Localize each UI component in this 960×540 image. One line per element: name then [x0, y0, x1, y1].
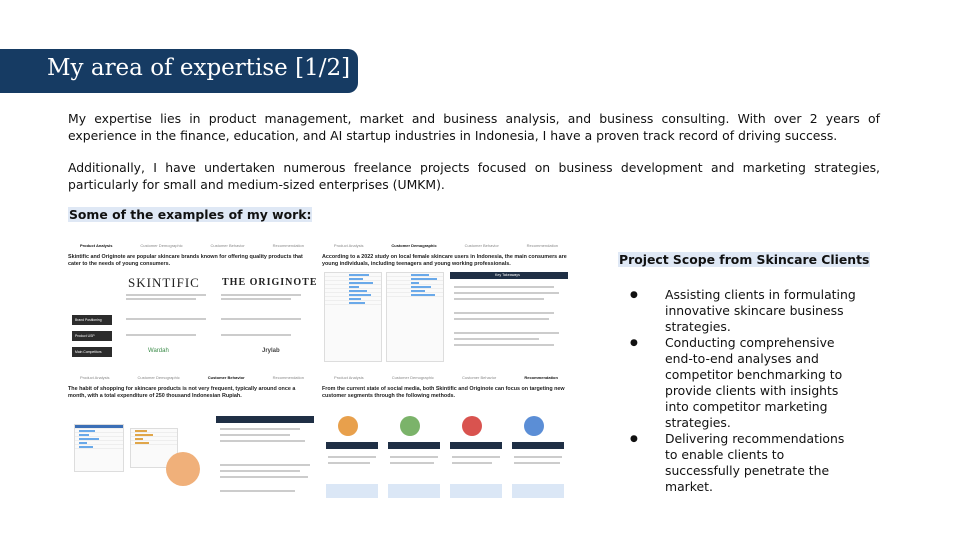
- demographic-table-left: [324, 272, 382, 362]
- tab-label: Recommendation: [524, 375, 558, 380]
- intro-paragraph: My expertise lies in product management, market and business analysis, and business consulting. With over 2 years of experience in the finance, education, and AI startup industries in Indonesia, I have a proven track record of driving success.: [68, 111, 880, 143]
- tab-customer-behavior: Customer Behavior: [210, 243, 245, 248]
- competitor-wardah-logo: Wardah: [148, 348, 169, 354]
- demographic-table-right: [386, 272, 444, 362]
- scope-item: ● Delivering recommendations to enable clients to successfully penetrate the market.: [630, 431, 860, 495]
- title-banner: [0, 49, 358, 93]
- row-product-usp: Product USP: [72, 331, 112, 341]
- competitor-jrylab-logo: Jrylab: [262, 348, 280, 354]
- tab-label: Recommendation: [526, 243, 559, 248]
- tab-label: Customer Behavior: [462, 375, 497, 380]
- shopping-illustration-icon: [166, 452, 200, 486]
- thumbnail-title: From the current state of social media, both Skintific and Originote can focus on targeting new customer segments through the following methods.: [322, 386, 565, 399]
- row-brand-positioning: Brand Positioning: [72, 315, 112, 325]
- ugc-icon: [400, 416, 420, 436]
- brand-skintific-logo: SKINTIFIC: [128, 275, 200, 290]
- thumbnail-customer-demographic: [320, 242, 572, 368]
- examples-heading: Some of the examples of my work:: [69, 207, 312, 222]
- project-scope-list: [630, 287, 860, 495]
- tab-label: Product Analysis: [79, 375, 110, 380]
- tab-label: Customer Behavior: [207, 375, 245, 380]
- key-takeaways-header: [450, 272, 568, 279]
- thumbnail-tabs: [66, 243, 318, 251]
- tab-label: Customer Behavior: [464, 243, 499, 248]
- tab-label: Customer Demographic: [391, 243, 437, 248]
- thumbnail-title: According to a 2022 study on local female skincare users in Indonesia, the main consumers are young individuals, including teenagers and young working professionals.: [322, 254, 567, 267]
- thumbnail-title: Skintific and Originote are popular skincare brands known for offering quality products that cater to the needs of young consumers.: [68, 254, 303, 267]
- row-main-competitors: Main Competitors: [72, 347, 112, 357]
- tab-customer-demographic: Customer Demographic: [140, 243, 183, 248]
- tab-recommendation: Recommendation: [272, 243, 304, 248]
- tab-label: Product Analysis: [334, 375, 364, 380]
- thumbnail-product-analysis: [66, 242, 318, 368]
- thumbnail-title: The habit of shopping for skincare products is not very frequent, typically around once a month, with a total expenditure of 250 thousand Indonesian Rupiah.: [68, 386, 296, 399]
- influencer-icon: [338, 416, 358, 436]
- tab-product-analysis: Product Analysis: [79, 243, 113, 248]
- scope-item: ● Conducting comprehensive end-to-end analyses and competitor benchmarking to provide clients with insights into competitor marketing strategies.: [630, 335, 860, 431]
- education-icon: [462, 416, 482, 436]
- freelance-paragraph: Additionally, I have undertaken numerous freelance projects focused on business development and marketing strategies, particularly for small and medium-sized enterprises (UMKM).: [68, 160, 880, 192]
- offline-popup-icon: [524, 416, 544, 436]
- thumbnail-customer-behavior: [66, 374, 318, 506]
- key-takeaways-label: Key Takeaways: [495, 273, 520, 277]
- scope-item: ● Assisting clients in formulating innovative skincare business strategies.: [630, 287, 860, 335]
- tab-label: Recommendation: [272, 375, 304, 380]
- purchase-frequency-table: [74, 424, 124, 472]
- tab-label: Customer Demographic: [137, 375, 180, 380]
- brand-originote-logo: THE ORIGINOTE: [222, 277, 318, 288]
- tab-label: Product Analysis: [333, 243, 364, 248]
- tab-label: Customer Demographic: [391, 375, 434, 380]
- page-title: My area of expertise [1/2]: [47, 55, 351, 81]
- project-scope-heading: Project Scope from Skincare Clients: [619, 252, 870, 267]
- thumbnail-recommendation: [320, 374, 572, 506]
